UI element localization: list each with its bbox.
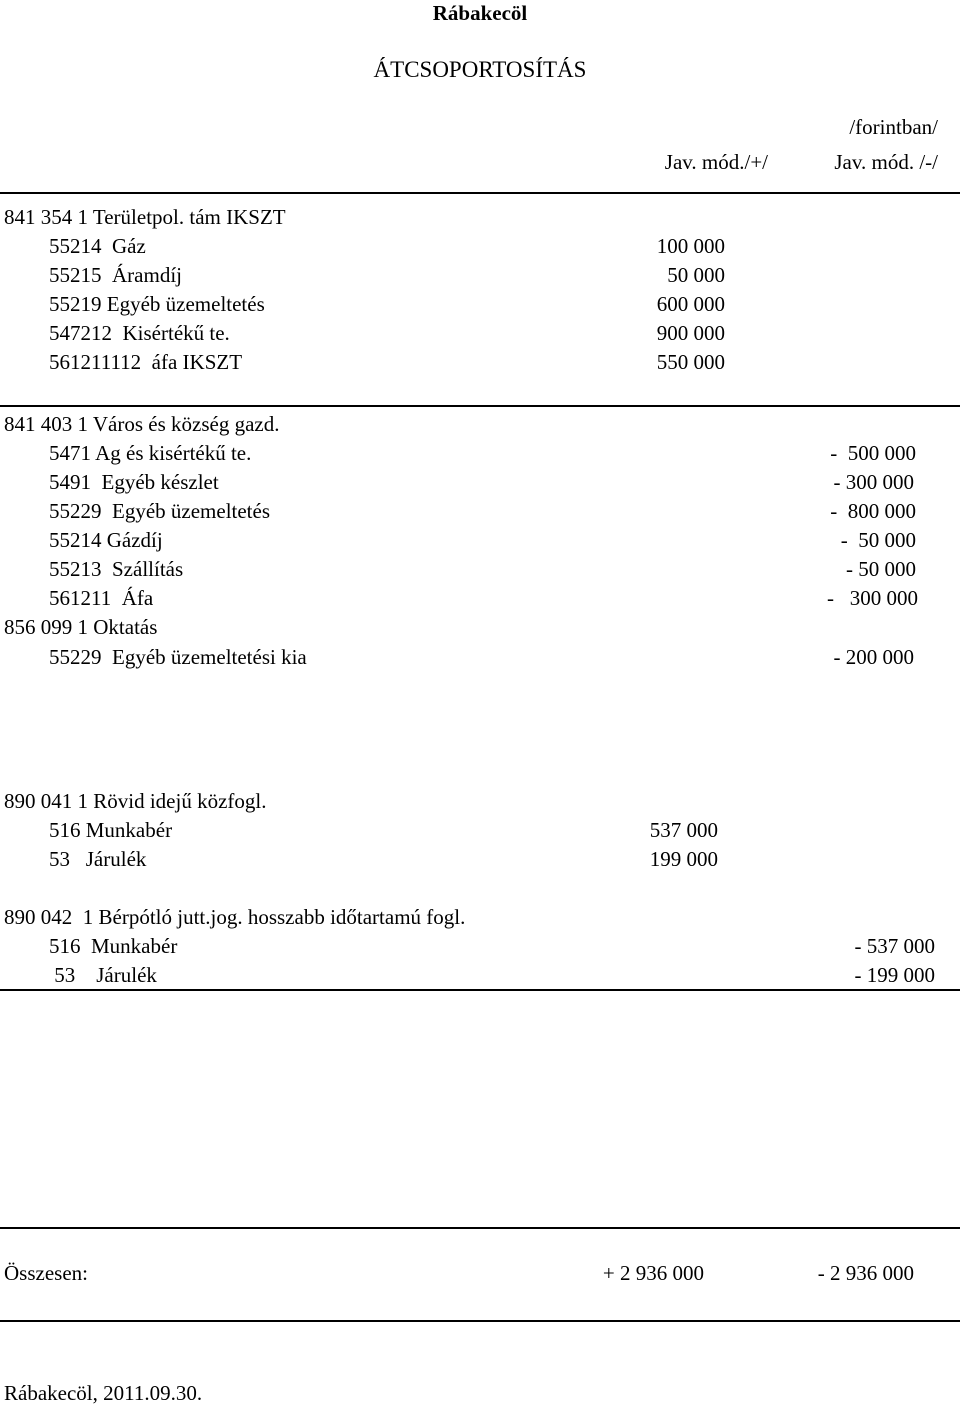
total-amount-plus: + 2 936 000 [602, 1261, 704, 1285]
row-label: 55229 Egyéb üzemeltetés [49, 499, 271, 523]
total-amount-minus: - 2 936 000 [817, 1261, 914, 1285]
row-label: 561211 Áfa [49, 586, 154, 610]
place-date: Rábakecöl, 2011.09.30. [4, 1381, 203, 1405]
row-amount-minus: - 200 000 [833, 645, 914, 669]
section-heading: 841 354 1 Területpol. tám IKSZT [4, 205, 286, 229]
row-label: 5491 Egyéb készlet [49, 470, 219, 494]
column-header-plus: Jav. mód./+/ [664, 150, 768, 174]
section-rule [0, 405, 960, 407]
row-amount-plus: 550 000 [656, 350, 725, 374]
column-header-minus: Jav. mód. /-/ [834, 150, 938, 174]
total-rule-bottom [0, 1320, 960, 1322]
row-amount-minus: - 50 000 [840, 528, 916, 552]
row-label: 53 Járulék [49, 963, 157, 987]
row-amount-plus: 199 000 [649, 847, 718, 871]
row-label: 547212 Kisértékű te. [49, 321, 230, 345]
row-label: 55213 Szállítás [49, 557, 184, 581]
section-heading: 890 041 1 Rövid idejű közfogl. [4, 789, 267, 813]
document-title: Rábakecöl [432, 1, 528, 25]
row-amount-plus: 100 000 [656, 234, 725, 258]
row-amount-minus: - 500 000 [830, 441, 916, 465]
row-label: 55219 Egyéb üzemeltetés [49, 292, 265, 316]
section-rule [0, 989, 960, 991]
row-amount-minus: - 300 000 [827, 586, 918, 610]
row-label: 55229 Egyéb üzemeltetési kia [49, 645, 307, 669]
row-label: 55215 Áramdíj [49, 263, 182, 287]
total-rule-top [0, 1227, 960, 1229]
row-label: 53 Járulék [49, 847, 147, 871]
row-amount-minus: - 300 000 [833, 470, 914, 494]
section-heading: 890 042 1 Bérpótló jutt.jog. hosszabb időtartamú fogl. [4, 905, 466, 929]
section-heading: 856 099 1 Oktatás [4, 615, 158, 639]
row-amount-plus: 50 000 [667, 263, 725, 287]
row-label: 561211112 áfa IKSZT [49, 350, 243, 374]
row-label: 516 Munkabér [49, 818, 173, 842]
row-amount-plus: 537 000 [649, 818, 718, 842]
section-heading: 841 403 1 Város és község gazd. [4, 412, 280, 436]
row-amount-minus: - 800 000 [830, 499, 916, 523]
document-subtitle: ÁTCSOPORTOSÍTÁS [373, 57, 587, 82]
row-amount-minus: - 199 000 [854, 963, 935, 987]
row-label: 55214 Gáz [49, 234, 146, 258]
total-label: Összesen: [4, 1261, 88, 1285]
row-label: 55214 Gázdíj [49, 528, 163, 552]
row-amount-plus: 900 000 [656, 321, 725, 345]
row-amount-plus: 600 000 [656, 292, 725, 316]
row-label: 5471 Ag és kisértékű te. [49, 441, 252, 465]
header-rule [0, 192, 960, 194]
unit-label: /forintban/ [849, 115, 938, 139]
row-amount-minus: - 50 000 [846, 557, 916, 581]
row-amount-minus: - 537 000 [854, 934, 935, 958]
row-label: 516 Munkabér [49, 934, 178, 958]
